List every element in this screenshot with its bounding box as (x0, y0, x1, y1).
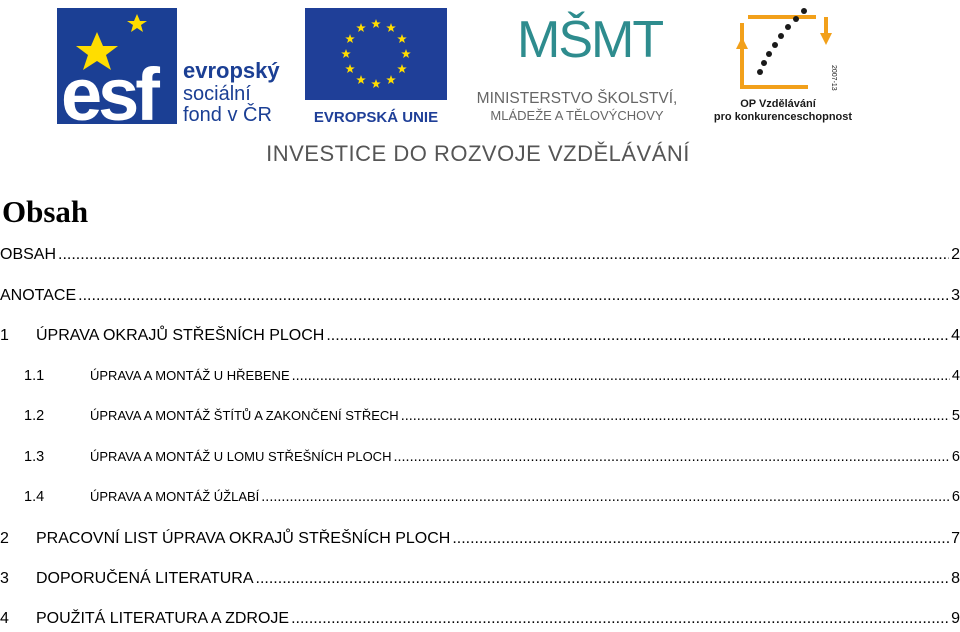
toc-entry-leader (256, 570, 950, 588)
toc-entry-number: 3 (0, 570, 9, 587)
toc-entry[interactable] (0, 449, 960, 471)
toc-entry-title: ÚPRAVA A MONTÁŽ U LOMU STŘEŠNÍCH PLOCH (90, 449, 392, 464)
toc-entry-title: ÚPRAVA OKRAJŮ STŘEŠNÍCH PLOCH (36, 327, 325, 344)
toc-entry-leader (292, 368, 950, 384)
op-vzdelavani-logo (708, 5, 878, 123)
toc-entry-leader (452, 530, 949, 548)
toc-entry-page: 9 (951, 610, 960, 627)
toc-entry-title: ÚPRAVA A MONTÁŽ ŠTÍTŮ A ZAKONČENÍ STŘECH (90, 408, 399, 423)
toc-entry[interactable] (0, 246, 960, 268)
toc-entry[interactable] (0, 570, 960, 592)
toc-entry-page: 7 (951, 530, 960, 547)
toc-entry-number: 4 (0, 610, 9, 627)
op-line1: OP Vzdělávání (740, 98, 816, 110)
toc-entry-title: ÚPRAVA A MONTÁŽ U HŘEBENE (90, 368, 290, 383)
toc-entry-leader (78, 287, 949, 305)
toc-entry-number: 2 (0, 530, 9, 547)
toc-entry-number: 1.4 (24, 489, 45, 505)
toc-entry-leader (261, 489, 950, 505)
esf-letters: esf (61, 53, 156, 124)
toc-entry-title: OBSAH (0, 246, 57, 263)
toc-entry-number: 1 (0, 327, 9, 344)
msmt-line2: MLÁDEŽE A TĚLOVÝCHOVY (490, 108, 664, 123)
toc-entry-leader (58, 246, 949, 264)
toc-entry-page: 4 (951, 327, 960, 344)
toc-entry-leader (326, 327, 949, 345)
toc-entry-title: PRACOVNÍ LIST ÚPRAVA OKRAJŮ STŘEŠNÍCH PLOCH (36, 530, 451, 547)
toc-entry-number: 1.2 (24, 408, 45, 424)
toc-entry-title: POUŽITÁ LITERATURA A ZDROJE (36, 610, 290, 627)
toc-entry[interactable] (0, 287, 960, 309)
esf-line2: sociální (183, 83, 251, 105)
msmt-line1: MINISTERSTVO ŠKOLSTVÍ, (476, 90, 678, 107)
investice-tagline: INVESTICE DO ROZVOJE VZDĚLÁVÁNÍ (266, 141, 690, 166)
toc-entry-title: ÚPRAVA A MONTÁŽ ÚŽLABÍ (90, 489, 260, 504)
msmt-logo (455, 5, 700, 123)
toc-entry-page: 2 (951, 246, 960, 263)
esf-line1: evropský (183, 58, 280, 83)
toc-entry-title: DOPORUČENÁ LITERATURA (36, 570, 254, 587)
msmt-letters: MŠMT (517, 11, 663, 69)
op-years: 2007-13 (830, 65, 837, 91)
toc-entry-leader (291, 610, 949, 628)
toc-entry[interactable] (0, 530, 960, 552)
header-logos (0, 0, 960, 175)
toc-entry-number: 1.1 (24, 368, 45, 384)
esf-logo (57, 8, 297, 124)
toc-entry[interactable] (0, 408, 960, 430)
eu-logo (305, 8, 447, 126)
toc-entry-leader (393, 449, 949, 465)
esf-line3: fond v ČR (183, 104, 272, 124)
eu-label: EVROPSKÁ UNIE (313, 109, 439, 126)
toc-entry[interactable] (0, 327, 960, 349)
toc-entry[interactable] (0, 368, 960, 390)
toc-entry-number: 1.3 (24, 449, 45, 465)
toc-entry[interactable] (0, 489, 960, 511)
toc-entry-page: 6 (951, 449, 960, 465)
toc-entry-page: 4 (951, 368, 960, 384)
toc-entry-page: 8 (951, 570, 960, 587)
toc-entry-leader (401, 408, 950, 424)
toc-entry-title: ANOTACE (0, 287, 77, 304)
toc-entry-page: 5 (951, 408, 960, 424)
toc-heading: Obsah (2, 194, 89, 229)
toc-entry-page: 6 (951, 489, 960, 505)
op-line2: pro konkurenceschopnost (713, 111, 853, 123)
toc-entry-page: 3 (951, 287, 960, 304)
